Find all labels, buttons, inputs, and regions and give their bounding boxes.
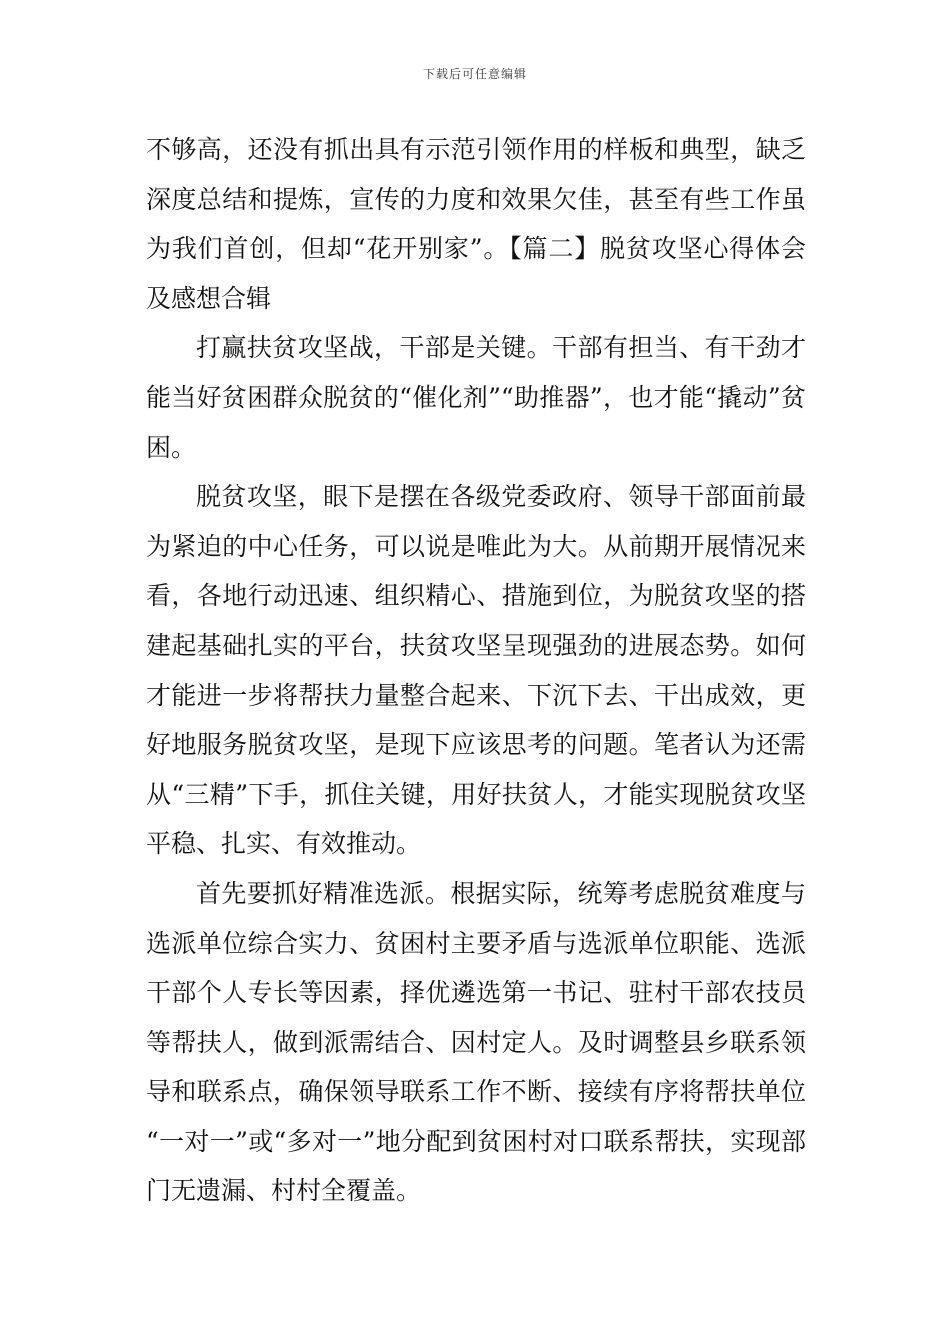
paragraph-continuation: 不够高，还没有抓出具有示范引领作用的样板和典型，缺乏深度总结和提炼，宣传的力度和效果欠佳，甚至有些工作虽为我们首创，但却“花开别家”。【篇二】脱贫攻坚心得体会及感想合辑 [146, 135, 806, 313]
page-header-note: 下载后可任意编辑 [422, 67, 527, 81]
paragraph-precise-selection: 首先要抓好精准选派。根据实际，统筹考虑脱贫难度与选派单位综合实力、贫困村主要矛盾与选派单位职能、选派干部个人专长等因素，择优遴选第一书记、驻村干部农技员等帮扶人，做到派需结合、因村定人。及时调整县乡联系领导和联系点，确保领导联系工作不断、接续有序将帮扶单位“一对一”或“多对一”地分配到贫困村对口联系帮扶，实现部门无遗漏、村村全覆盖。 [146, 878, 806, 1206]
document-body [146, 125, 806, 1216]
paragraph-cadres-key: 打赢扶贫攻坚战，干部是关键。干部有担当、有干劲才能当好贫困群众脱贫的“催化剂”“助推器”，也才能“撬动”贫困。 [146, 333, 806, 462]
paragraph-poverty-battle: 脱贫攻坚，眼下是摆在各级党委政府、领导干部面前最为紧迫的中心任务，可以说是唯此为大。从前期开展情况来看，各地行动迅速、组织精心、措施到位，为脱贫攻坚的搭建起基础扎实的平台，扶贫攻坚呈现强劲的进展态势。如何才能进一步将帮扶力量整合起来、下沉下去、干出成效，更好地服务脱贫攻坚，是现下应该思考的问题。笔者认为还需从“三精”下手，抓住关键，用好扶贫人，才能实现脱贫攻坚平稳、扎实、有效推动。 [146, 482, 806, 859]
